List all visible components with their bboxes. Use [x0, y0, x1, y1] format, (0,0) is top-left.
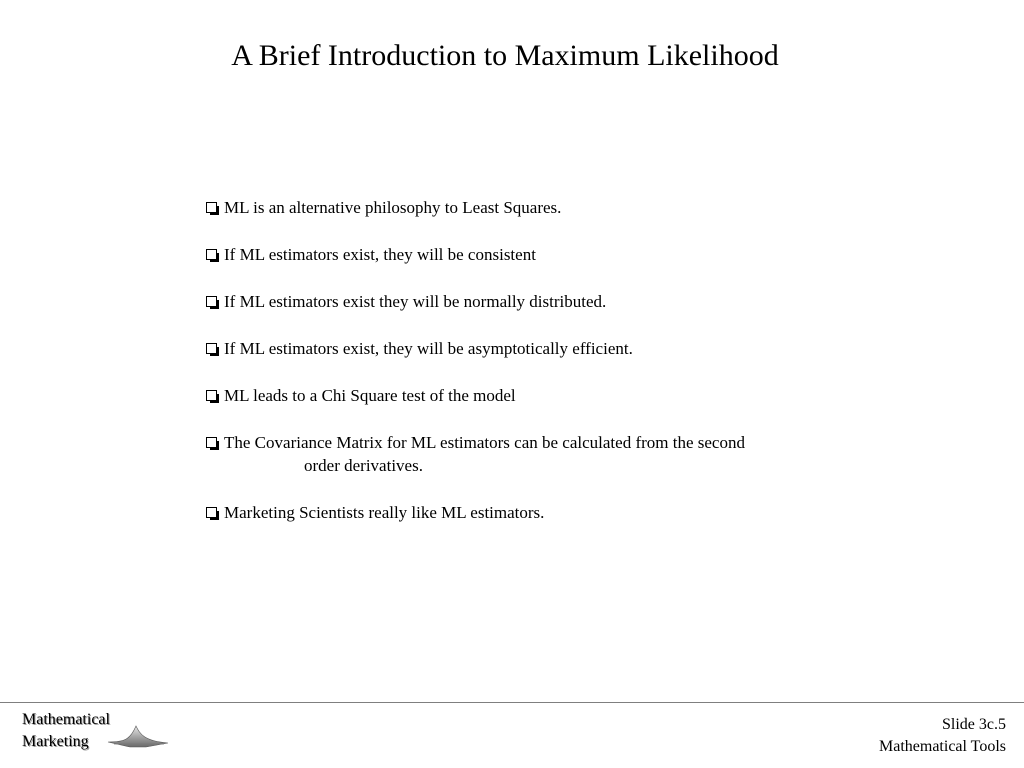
bullet-item: [206, 431, 906, 477]
bullet-text: If ML estimators exist, they will be asymptotically efficient.: [224, 339, 633, 358]
bullet-item: [206, 243, 906, 266]
footer-brand-line2: Marketing: [22, 733, 89, 750]
footer-brand-line1: Mathematical: [22, 711, 110, 728]
bullet-item: [206, 290, 906, 313]
bullet-item: [206, 337, 906, 360]
bullet-item: [206, 501, 906, 524]
bullet-continuation: order derivatives.: [304, 456, 423, 475]
bullet-text: If ML estimators exist they will be normally distributed.: [224, 292, 607, 311]
footer-divider: [0, 702, 1024, 703]
checkbox-square-icon: [206, 202, 217, 213]
checkbox-square-icon: [206, 437, 217, 448]
bullet-text: ML is an alternative philosophy to Least Squares.: [224, 198, 562, 217]
checkbox-square-icon: [206, 507, 217, 518]
checkbox-square-icon: [206, 296, 217, 307]
bullet-text-group: [224, 431, 745, 477]
footer-slide-info: [879, 714, 1006, 758]
footer-brand: [22, 709, 110, 753]
checkbox-square-icon: [206, 249, 217, 260]
slide-title: A Brief Introduction to Maximum Likelihood: [231, 39, 779, 72]
slide-number: Slide 3c.5: [942, 716, 1006, 733]
checkbox-square-icon: [206, 343, 217, 354]
bullet-text: If ML estimators exist, they will be consistent: [224, 245, 536, 264]
bullet-list: [206, 196, 906, 548]
section-name: Mathematical Tools: [879, 738, 1006, 755]
bullet-text: ML leads to a Chi Square test of the model: [224, 386, 516, 405]
bullet-text: The Covariance Matrix for ML estimators can be calculated from the second: [224, 433, 745, 452]
checkbox-square-icon: [206, 390, 217, 401]
bullet-item: [206, 196, 906, 219]
bullet-text: Marketing Scientists really like ML estimators.: [224, 503, 545, 522]
bullet-item: [206, 384, 906, 407]
bell-curve-logo-icon: [106, 722, 170, 752]
